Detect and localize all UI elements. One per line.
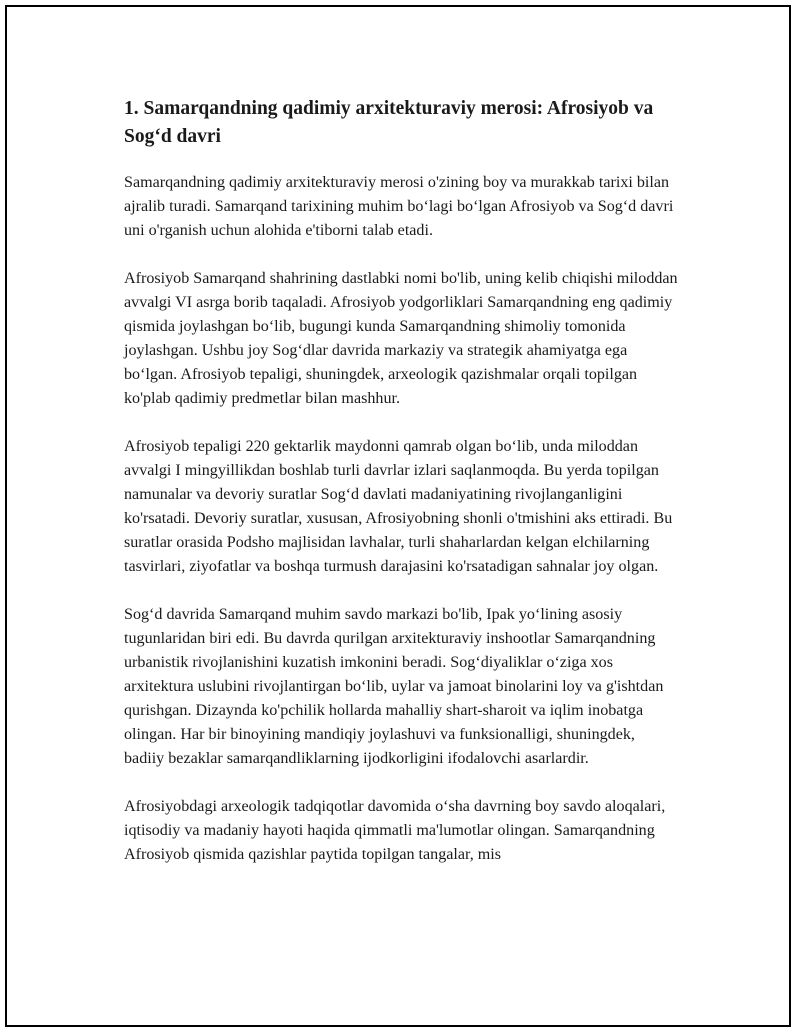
paragraph-afrosiyob-origin: Afrosiyob Samarqand shahrining dastlabki nomi bo'lib, uning kelib chiqishi miloddan avvalgi VI asrga borib taqaladi. Afrosiyob yodgorliklari Samarqandning eng qadimiy qismida joylashgan bo‘lib, bugungi kunda Samarqandning shimoliy tomonida joylashgan. Ushbu joy Sog‘dlar davrida markaziy va strategik ahamiyatga ega bo‘lgan. Afrosiyob tepaligi, shuningdek, arxeologik qazishmalar orqali topilgan ko'plab qadimiy predmetlar bilan mashhur.	[124, 270, 678, 407]
paragraph-archaeology: Afrosiyobdagi arxeologik tadqiqotlar davomida o‘sha davrning boy savdo aloqalari, iqtisodiy va madaniy hayoti haqida qimmatli ma'lumotlar olingan. Samarqandning Afrosiyob qismida qazishlar paytida topilgan tangalar, mis	[124, 798, 666, 863]
paragraph-sogd-period: Sog‘d davrida Samarqand muhim savdo markazi bo'lib, Ipak yo‘lining asosiy tugunlaridan biri edi. Bu davrda qurilgan arxitekturaviy inshootlar Samarqandning urbanistik rivojlanishini kuzatish imkonini beradi. Sog‘diyaliklar o‘ziga xos arxitektura uslubini rivojlantirgan bo‘lib, uylar va jamoat binolarini loy va g'ishtdan qurishgan. Dizaynda ko'pchilik hollarda mahalliy shart-sharoit va iqlim inobatga olingan. Har bir binoyining mandiqiy joylashuvi va funksionalligi, shuningdek, badiiy bezaklar samarqandliklarning ijodkorligini ifodalovchi asarlardir.	[124, 606, 664, 767]
document-body	[119, 95, 679, 891]
paragraph-afrosiyob-hill: Afrosiyob tepaligi 220 gektarlik maydonni qamrab olgan bo‘lib, unda miloddan avvalgi I mingyillikdan boshlab turli davrlar izlari saqlanmoqda. Bu yerda topilgan namunalar va devoriy suratlar Sog‘d davlati madaniyatining rivojlanganligini ko'rsatadi. Devoriy suratlar, xususan, Afrosiyobning shonli o'tmishini aks ettiradi. Bu suratlar orasida Podsho majlisidan lavhalar, turli shaharlardan kelgan elchilarning tasvirlari, ziyofatlar va boshqa turmush darajasini ko'rsatadigan sahnalar joy olgan.	[124, 438, 673, 575]
paragraph-intro: Samarqandning qadimiy arxitekturaviy merosi o'zining boy va murakkab tarixi bilan ajralib turadi. Samarqand tarixining muhim bo‘lagi bo‘lgan Afrosiyob va Sog‘d davri uni o'rganish uchun alohida e'tiborni talab etadi.	[124, 174, 674, 239]
section-heading: 1. Samarqandning qadimiy arxitekturaviy merosi: Afrosiyob va Sog‘d davri	[124, 98, 654, 147]
page-frame	[5, 5, 791, 1027]
